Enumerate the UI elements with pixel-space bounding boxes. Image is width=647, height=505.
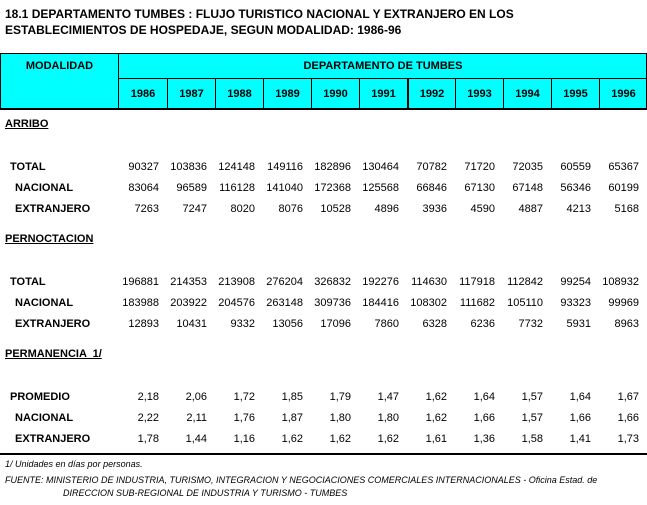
cell-arribo-total-1993: 71720 [464, 160, 495, 173]
cell-pernoctacion-total-1991: 192276 [362, 275, 399, 288]
section-title-permanencia: PERMANENCIA 1/ [5, 348, 102, 360]
cell-pernoctacion-nacional-1996: 99969 [608, 296, 639, 309]
cell-permanencia-extranjero-1993: 1,36 [473, 432, 495, 445]
cell-permanencia-nacional-1986: 2,22 [137, 411, 159, 424]
cell-permanencia-nacional-1989: 1,87 [281, 411, 303, 424]
cell-pernoctacion-nacional-1991: 184416 [362, 296, 399, 309]
cell-arribo-total-1987: 103836 [170, 160, 207, 173]
table-row-permanencia-nacional [0, 407, 647, 428]
source-line-2: DIRECCION SUB-REGIONAL DE INDUSTRIA Y TURISMO - TUMBES [63, 488, 348, 498]
year-header-1990: 1990 [311, 79, 359, 108]
cell-permanencia-extranjero-1995: 1,41 [569, 432, 591, 445]
cell-arribo-extranjero-1995: 4213 [566, 202, 591, 215]
cell-arribo-extranjero-1986: 7263 [134, 202, 159, 215]
table-row-permanencia-promedio [0, 386, 647, 407]
year-header-1996: 1996 [599, 79, 647, 108]
title-line-2: ESTABLECIMIENTOS DE HOSPEDAJE, SEGUN MODALIDAD: 1986-96 [5, 23, 402, 37]
cell-permanencia-extranjero-1990: 1,62 [329, 432, 351, 445]
cell-permanencia-extranjero-1996: 1,73 [617, 432, 639, 445]
row-label: NACIONAL [15, 181, 74, 194]
cell-arribo-extranjero-1989: 8076 [278, 202, 303, 215]
cell-permanencia-extranjero-1986: 1,78 [137, 432, 159, 445]
cell-permanencia-extranjero-1989: 1,62 [281, 432, 303, 445]
cell-permanencia-nacional-1987: 2,11 [186, 411, 207, 424]
cell-pernoctacion-extranjero-1991: 7860 [374, 317, 399, 330]
cell-arribo-total-1989: 149116 [267, 160, 303, 173]
row-label: NACIONAL [15, 411, 74, 424]
cell-arribo-nacional-1995: 56346 [560, 181, 591, 194]
section-title-arribo: ARRIBO [5, 118, 49, 130]
cell-pernoctacion-nacional-1987: 203922 [170, 296, 207, 309]
cell-permanencia-extranjero-1988: 1,16 [233, 432, 255, 445]
title-line-1: 18.1 DEPARTAMENTO TUMBES : FLUJO TURISTICO NACIONAL Y EXTRANJERO EN LOS [5, 7, 514, 21]
table-row-pernoctacion-nacional [0, 292, 647, 313]
cell-pernoctacion-nacional-1986: 183988 [122, 296, 159, 309]
cell-pernoctacion-extranjero-1992: 6328 [422, 317, 447, 330]
cell-permanencia-nacional-1993: 1,66 [473, 411, 495, 424]
cell-permanencia-nacional-1988: 1,76 [233, 411, 255, 424]
cell-pernoctacion-total-1990: 326832 [314, 275, 351, 288]
cell-pernoctacion-total-1992: 114630 [411, 275, 447, 288]
section-pernoctacion [0, 233, 647, 334]
cell-arribo-total-1995: 60559 [560, 160, 591, 173]
row-label: EXTRANJERO [15, 202, 91, 215]
row-label: EXTRANJERO [15, 432, 91, 445]
source-line-1: FUENTE: MINISTERIO DE INDUSTRIA, TURISMO, INTEGRACION Y NEGOCIACIONES COMERCIALES INTERNACIONALES - Oficina Estad. de [5, 475, 598, 485]
cell-pernoctacion-nacional-1990: 309736 [314, 296, 351, 309]
year-header-1989: 1989 [263, 79, 311, 108]
cell-pernoctacion-total-1986: 196881 [122, 275, 159, 288]
cell-arribo-total-1994: 72035 [512, 160, 543, 173]
table-row-arribo-total [0, 156, 647, 177]
row-label: PROMEDIO [10, 390, 70, 403]
cell-arribo-nacional-1989: 141040 [266, 181, 303, 194]
cell-pernoctacion-extranjero-1996: 8963 [614, 317, 639, 330]
cell-permanencia-promedio-1990: 1,79 [329, 390, 351, 403]
cell-permanencia-nacional-1990: 1,80 [329, 411, 351, 424]
cell-arribo-nacional-1996: 60199 [608, 181, 639, 194]
cell-permanencia-promedio-1992: 1,62 [425, 390, 447, 403]
cell-permanencia-nacional-1996: 1,66 [617, 411, 639, 424]
cell-arribo-nacional-1990: 172368 [314, 181, 351, 194]
cell-pernoctacion-total-1988: 213908 [218, 275, 255, 288]
section-permanencia [0, 348, 647, 449]
cell-pernoctacion-extranjero-1987: 10431 [176, 317, 207, 330]
cell-arribo-nacional-1994: 67148 [512, 181, 543, 194]
cell-arribo-extranjero-1990: 10528 [320, 202, 351, 215]
cell-pernoctacion-nacional-1993: 111682 [459, 296, 495, 309]
cell-pernoctacion-extranjero-1986: 12893 [128, 317, 159, 330]
table-row-permanencia-extranjero [0, 428, 647, 449]
cell-permanencia-promedio-1991: 1,47 [377, 390, 399, 403]
cell-pernoctacion-extranjero-1994: 7732 [518, 317, 543, 330]
cell-pernoctacion-extranjero-1988: 9332 [230, 317, 255, 330]
cell-permanencia-nacional-1991: 1,80 [377, 411, 399, 424]
cell-arribo-total-1992: 70782 [416, 160, 447, 173]
cell-arribo-extranjero-1993: 4590 [470, 202, 495, 215]
cell-pernoctacion-total-1996: 108932 [602, 275, 639, 288]
cell-permanencia-extranjero-1992: 1,61 [425, 432, 447, 445]
cell-pernoctacion-extranjero-1990: 17096 [320, 317, 351, 330]
cell-arribo-nacional-1993: 67130 [464, 181, 495, 194]
cell-permanencia-nacional-1992: 1,62 [425, 411, 447, 424]
cell-arribo-total-1991: 130464 [362, 160, 399, 173]
section-rows-permanencia [0, 386, 647, 449]
table-header [0, 53, 647, 110]
cell-arribo-nacional-1992: 66846 [416, 181, 447, 194]
year-header-1992: 1992 [407, 79, 455, 108]
cell-permanencia-extranjero-1994: 1,58 [521, 432, 543, 445]
cell-permanencia-promedio-1988: 1,72 [233, 390, 255, 403]
row-label: TOTAL [10, 160, 46, 173]
table-footer [0, 453, 647, 499]
cell-permanencia-promedio-1996: 1,67 [617, 390, 639, 403]
cell-permanencia-promedio-1993: 1,64 [473, 390, 495, 403]
section-title-pernoctacion: PERNOCTACION [5, 233, 94, 245]
cell-arribo-total-1996: 65367 [608, 160, 639, 173]
cell-arribo-total-1990: 182896 [314, 160, 351, 173]
column-header-modalidad: MODALIDAD [1, 54, 119, 108]
cell-pernoctacion-nacional-1995: 93323 [560, 296, 591, 309]
cell-arribo-nacional-1991: 125568 [362, 181, 399, 194]
cell-pernoctacion-extranjero-1993: 6236 [470, 317, 495, 330]
cell-arribo-extranjero-1991: 4896 [374, 202, 399, 215]
cell-pernoctacion-total-1989: 276204 [266, 275, 303, 288]
cell-arribo-total-1986: 90327 [128, 160, 159, 173]
cell-permanencia-promedio-1989: 1,85 [281, 390, 303, 403]
year-header-1986: 1986 [130, 87, 156, 100]
table-row-pernoctacion-total [0, 271, 647, 292]
cell-pernoctacion-nacional-1988: 204576 [218, 296, 255, 309]
row-label: NACIONAL [15, 296, 74, 309]
table-row-arribo-nacional [0, 177, 647, 198]
cell-arribo-nacional-1988: 116128 [219, 181, 255, 194]
cell-permanencia-extranjero-1991: 1,62 [377, 432, 399, 445]
section-rows-pernoctacion [0, 271, 647, 334]
cell-permanencia-promedio-1987: 2,06 [185, 390, 207, 403]
column-group-header: DEPARTAMENTO DE TUMBES [119, 54, 647, 79]
section-arribo [0, 118, 647, 219]
cell-arribo-nacional-1986: 83064 [128, 181, 159, 194]
row-label: TOTAL [10, 275, 46, 288]
footnote: 1/ Unidades en días por personas. [5, 459, 143, 469]
cell-pernoctacion-total-1987: 214353 [170, 275, 207, 288]
cell-permanencia-promedio-1994: 1,57 [521, 390, 543, 403]
cell-arribo-extranjero-1992: 3936 [422, 202, 447, 215]
cell-arribo-extranjero-1988: 8020 [230, 202, 255, 215]
cell-pernoctacion-total-1993: 117918 [459, 275, 495, 288]
cell-arribo-extranjero-1994: 4887 [518, 202, 543, 215]
cell-arribo-nacional-1987: 96589 [176, 181, 207, 194]
cell-pernoctacion-extranjero-1989: 13056 [272, 317, 303, 330]
table-body [0, 118, 647, 449]
year-header-1995: 1995 [551, 79, 599, 108]
cell-pernoctacion-total-1995: 99254 [560, 275, 591, 288]
cell-pernoctacion-total-1994: 112842 [507, 275, 543, 288]
cell-arribo-extranjero-1996: 5168 [614, 202, 639, 215]
table-header-right [119, 54, 647, 108]
year-header-1994: 1994 [503, 79, 551, 108]
row-label: EXTRANJERO [15, 317, 91, 330]
cell-permanencia-nacional-1994: 1,57 [521, 411, 543, 424]
cell-arribo-total-1988: 124148 [218, 160, 255, 173]
cell-pernoctacion-extranjero-1995: 5931 [566, 317, 591, 330]
cell-permanencia-promedio-1995: 1,64 [569, 390, 591, 403]
table-row-arribo-extranjero [0, 198, 647, 219]
year-headers-row [119, 79, 647, 108]
cell-permanencia-promedio-1986: 2,18 [137, 390, 159, 403]
cell-arribo-extranjero-1987: 7247 [182, 202, 207, 215]
cell-permanencia-nacional-1995: 1,66 [569, 411, 591, 424]
year-header-1987: 1987 [167, 79, 215, 108]
table-row-pernoctacion-extranjero [0, 313, 647, 334]
year-header-1993: 1993 [455, 79, 503, 108]
year-header-1991: 1991 [359, 79, 407, 108]
cell-pernoctacion-nacional-1992: 108302 [410, 296, 447, 309]
year-header-1988: 1988 [215, 79, 263, 108]
cell-pernoctacion-nacional-1994: 105110 [507, 296, 543, 309]
cell-pernoctacion-nacional-1989: 263148 [266, 296, 303, 309]
table-title [0, 0, 647, 38]
cell-permanencia-extranjero-1987: 1,44 [185, 432, 207, 445]
section-rows-arribo [0, 156, 647, 219]
